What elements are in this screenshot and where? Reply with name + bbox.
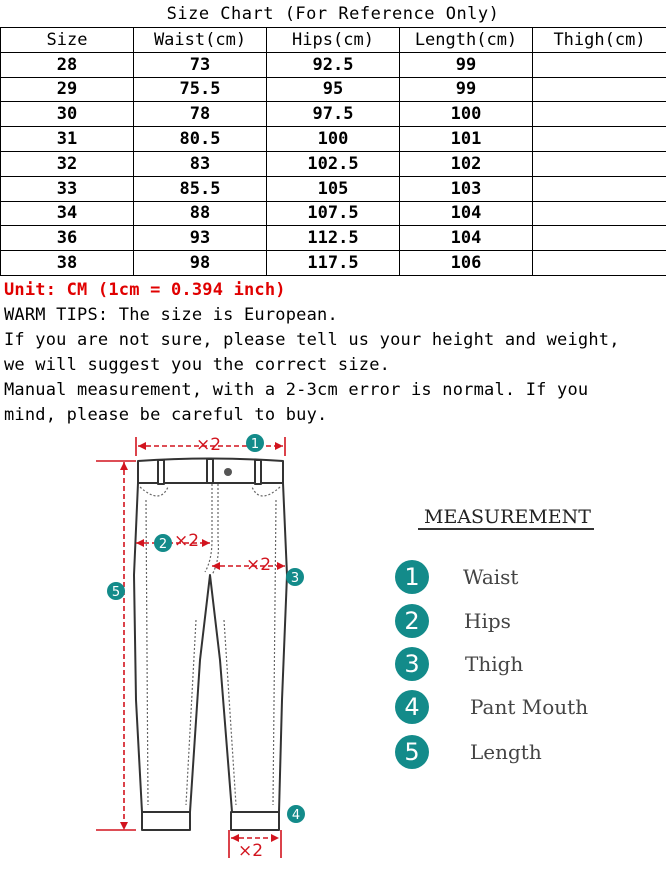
waist-multiplier: ×2 [196,435,222,455]
cell-hips: 97.5 [267,102,400,127]
marker-2: 2 [158,537,168,552]
advice-note-line1: If you are not sure, please tell us your height and weight, [4,330,620,350]
cell-thigh [533,251,666,276]
cell-thigh [533,151,666,176]
cell-waist: 93 [134,226,267,251]
cell-length: 104 [400,201,533,226]
cell-length: 99 [400,77,533,102]
marker-4: 4 [291,808,301,823]
cell-size: 33 [1,176,134,201]
cell-size: 30 [1,102,134,127]
legend-label: Pant Mouth [470,695,589,719]
cell-waist: 73 [134,52,267,77]
table-row [1,151,666,176]
legend-label: Hips [464,609,511,633]
table-row [1,127,666,152]
legend-title: MEASUREMENT [424,506,591,528]
cell-thigh [533,201,666,226]
marker-5: 5 [111,585,121,600]
cell-hips: 102.5 [267,151,400,176]
legend-badge: 3 [395,647,429,681]
legend-badge: 4 [395,690,429,724]
legend-label: Thigh [465,652,524,676]
header-hips: Hips(cm) [267,28,400,53]
cell-length: 101 [400,127,533,152]
cell-size: 38 [1,251,134,276]
table-header-row [1,28,666,53]
table-row [1,176,666,201]
table-row [1,52,666,77]
cell-thigh [533,176,666,201]
cell-hips: 105 [267,176,400,201]
table-row [1,251,666,276]
cell-hips: 117.5 [267,251,400,276]
cell-hips: 92.5 [267,52,400,77]
thigh-multiplier: ×2 [246,555,272,575]
cell-thigh [533,52,666,77]
header-size: Size [1,28,134,53]
table-row [1,201,666,226]
table-row [1,226,666,251]
cell-length: 104 [400,226,533,251]
cell-waist: 75.5 [134,77,267,102]
size-chart-table [0,27,666,276]
cell-length: 103 [400,176,533,201]
legend-badge: 5 [395,735,429,769]
legend-underline [418,528,594,530]
cell-thigh [533,102,666,127]
size-chart-title: Size Chart (For Reference Only) [166,4,500,24]
cell-waist: 88 [134,201,267,226]
cell-length: 106 [400,251,533,276]
cell-hips: 100 [267,127,400,152]
table-row [1,102,666,127]
cell-hips: 112.5 [267,226,400,251]
header-thigh: Thigh(cm) [533,28,666,53]
cell-waist: 98 [134,251,267,276]
legend-label: Length [470,740,542,764]
cell-hips: 107.5 [267,201,400,226]
cell-waist: 80.5 [134,127,267,152]
cell-size: 34 [1,201,134,226]
cell-thigh [533,226,666,251]
cell-length: 100 [400,102,533,127]
unit-note: Unit: CM (1cm = 0.394 inch) [4,280,286,300]
header-waist: Waist(cm) [134,28,267,53]
header-length: Length(cm) [400,28,533,53]
marker-1: 1 [250,437,260,452]
hips-multiplier: ×2 [174,531,200,551]
cell-hips: 95 [267,77,400,102]
advice-note-line2: we will suggest you the correct size. [4,355,391,375]
cell-thigh [533,127,666,152]
legend-label: Waist [463,565,519,589]
cell-waist: 78 [134,102,267,127]
cell-size: 36 [1,226,134,251]
marker-3: 3 [290,571,300,586]
legend-badge: 2 [395,604,429,638]
pants-measurement-diagram [0,427,666,877]
cell-size: 28 [1,52,134,77]
legend-badge: 1 [395,560,429,594]
warm-tips-note: WARM TIPS: The size is European. [4,305,338,325]
error-note-line1: Manual measurement, with a 2-3cm error is normal. If you [4,380,589,400]
pants-illustration [134,459,287,831]
cell-length: 99 [400,52,533,77]
error-note-line2: mind, please be careful to buy. [4,405,328,425]
cell-waist: 83 [134,151,267,176]
cell-size: 32 [1,151,134,176]
cell-length: 102 [400,151,533,176]
cell-waist: 85.5 [134,176,267,201]
cell-thigh [533,77,666,102]
table-row [1,77,666,102]
pant-mouth-multiplier: ×2 [238,841,264,861]
notes-block [4,278,664,428]
cell-size: 29 [1,77,134,102]
cell-size: 31 [1,127,134,152]
